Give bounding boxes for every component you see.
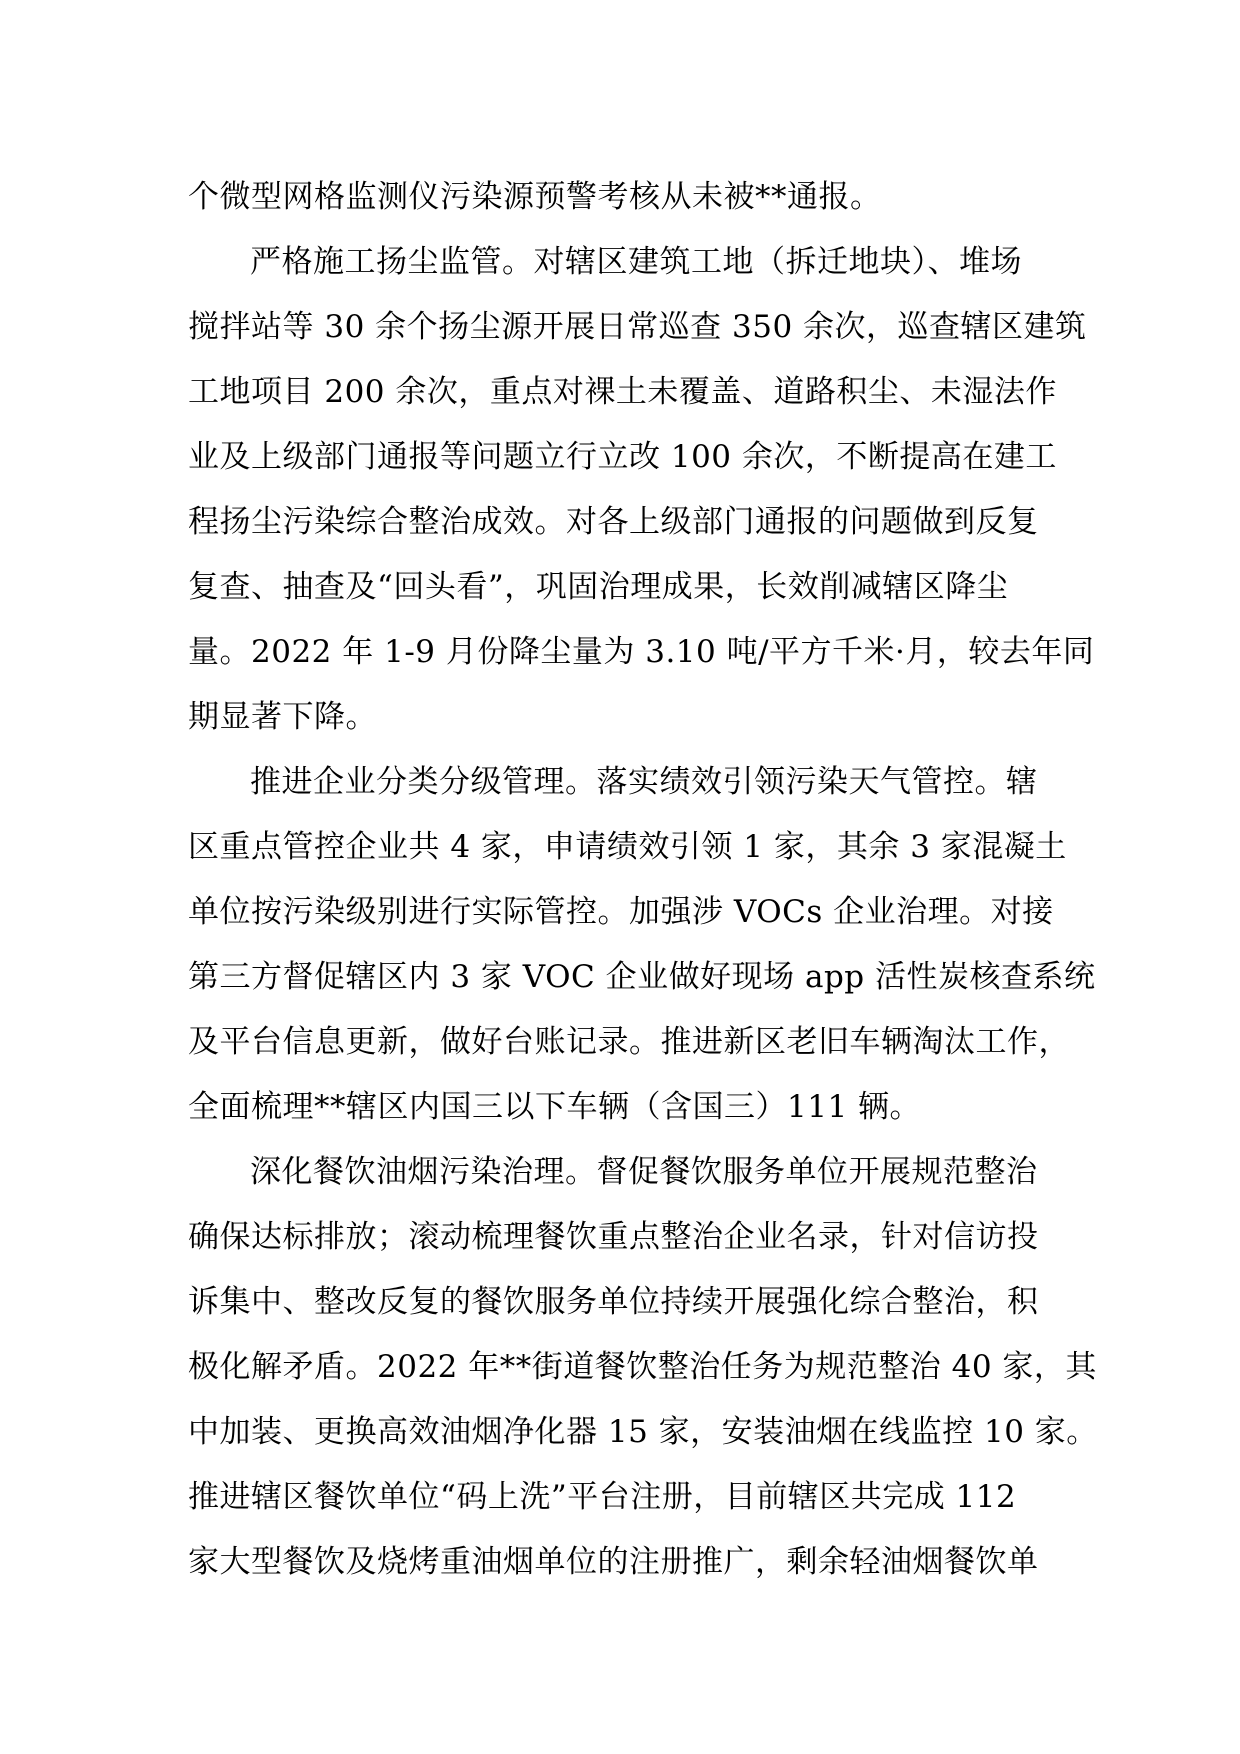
- document-body: [188, 165, 1098, 1595]
- paragraph-3-line-1: 推进企业分类分级管理。落实绩效引领污染天气管控。辖: [250, 764, 1038, 800]
- paragraph-3-line-4: 第三方督促辖区内 3 家 VOC 企业做好现场 app 活性炭核查系统: [188, 959, 1096, 995]
- paragraph-4-line-3: 诉集中、整改反复的餐饮服务单位持续开展强化综合整治，积: [188, 1284, 1039, 1320]
- paragraph-3-line-6: 全面梳理**辖区内国三以下车辆（含国三）111 辆。: [188, 1089, 922, 1125]
- paragraph-2-line-4: 业及上级部门通报等问题立行立改 100 余次，不断提高在建工: [188, 439, 1057, 475]
- paragraph-1-line-1: 个微型网格监测仪污染源预警考核从未被**通报。: [188, 179, 882, 215]
- paragraph-2-line-1: 严格施工扬尘监管。对辖区建筑工地（拆迁地块）、堆场: [250, 244, 1022, 280]
- paragraph-3-line-5: 及平台信息更新，做好台账记录。推进新区老旧车辆淘汰工作，: [188, 1024, 1070, 1060]
- paragraph-4-line-5: 中加装、更换高效油烟净化器 15 家，安装油烟在线监控 10 家。: [188, 1414, 1098, 1450]
- paragraph-2-line-8: 期显著下降。: [188, 699, 377, 735]
- paragraph-2-line-3: 工地项目 200 余次，重点对裸土未覆盖、道路积尘、未湿法作: [188, 374, 1057, 410]
- paragraph-2-line-7: 量。2022 年 1-9 月份降尘量为 3.10 吨/平方千米·月，较去年同: [188, 634, 1095, 670]
- paragraph-2-line-6: 复查、抽查及“回头看”，巩固治理成果，长效削减辖区降尘: [188, 569, 1009, 605]
- paragraph-4-line-6: 推进辖区餐饮单位“码上洗”平台注册，目前辖区共完成 112: [188, 1479, 1017, 1515]
- paragraph-2-line-5: 程扬尘污染综合整治成效。对各上级部门通报的问题做到反复: [188, 504, 1039, 540]
- paragraph-3-line-2: 区重点管控企业共 4 家，申请绩效引领 1 家，其余 3 家混凝土: [188, 829, 1067, 865]
- paragraph-2-line-2: 搅拌站等 30 余个扬尘源开展日常巡查 350 余次，巡查辖区建筑: [188, 309, 1087, 345]
- paragraph-4-line-1: 深化餐饮油烟污染治理。督促餐饮服务单位开展规范整治: [250, 1154, 1038, 1190]
- paragraph-3-line-3: 单位按污染级别进行实际管控。加强涉 VOCs 企业治理。对接: [188, 894, 1054, 930]
- paragraph-4-line-4: 极化解矛盾。2022 年**街道餐饮整治任务为规范整治 40 家，其: [188, 1349, 1097, 1385]
- paragraph-4-line-2: 确保达标排放；滚动梳理餐饮重点整治企业名录，针对信访投: [188, 1219, 1039, 1255]
- paragraph-4-line-7: 家大型餐饮及烧烤重油烟单位的注册推广，剩余轻油烟餐饮单: [188, 1544, 1039, 1580]
